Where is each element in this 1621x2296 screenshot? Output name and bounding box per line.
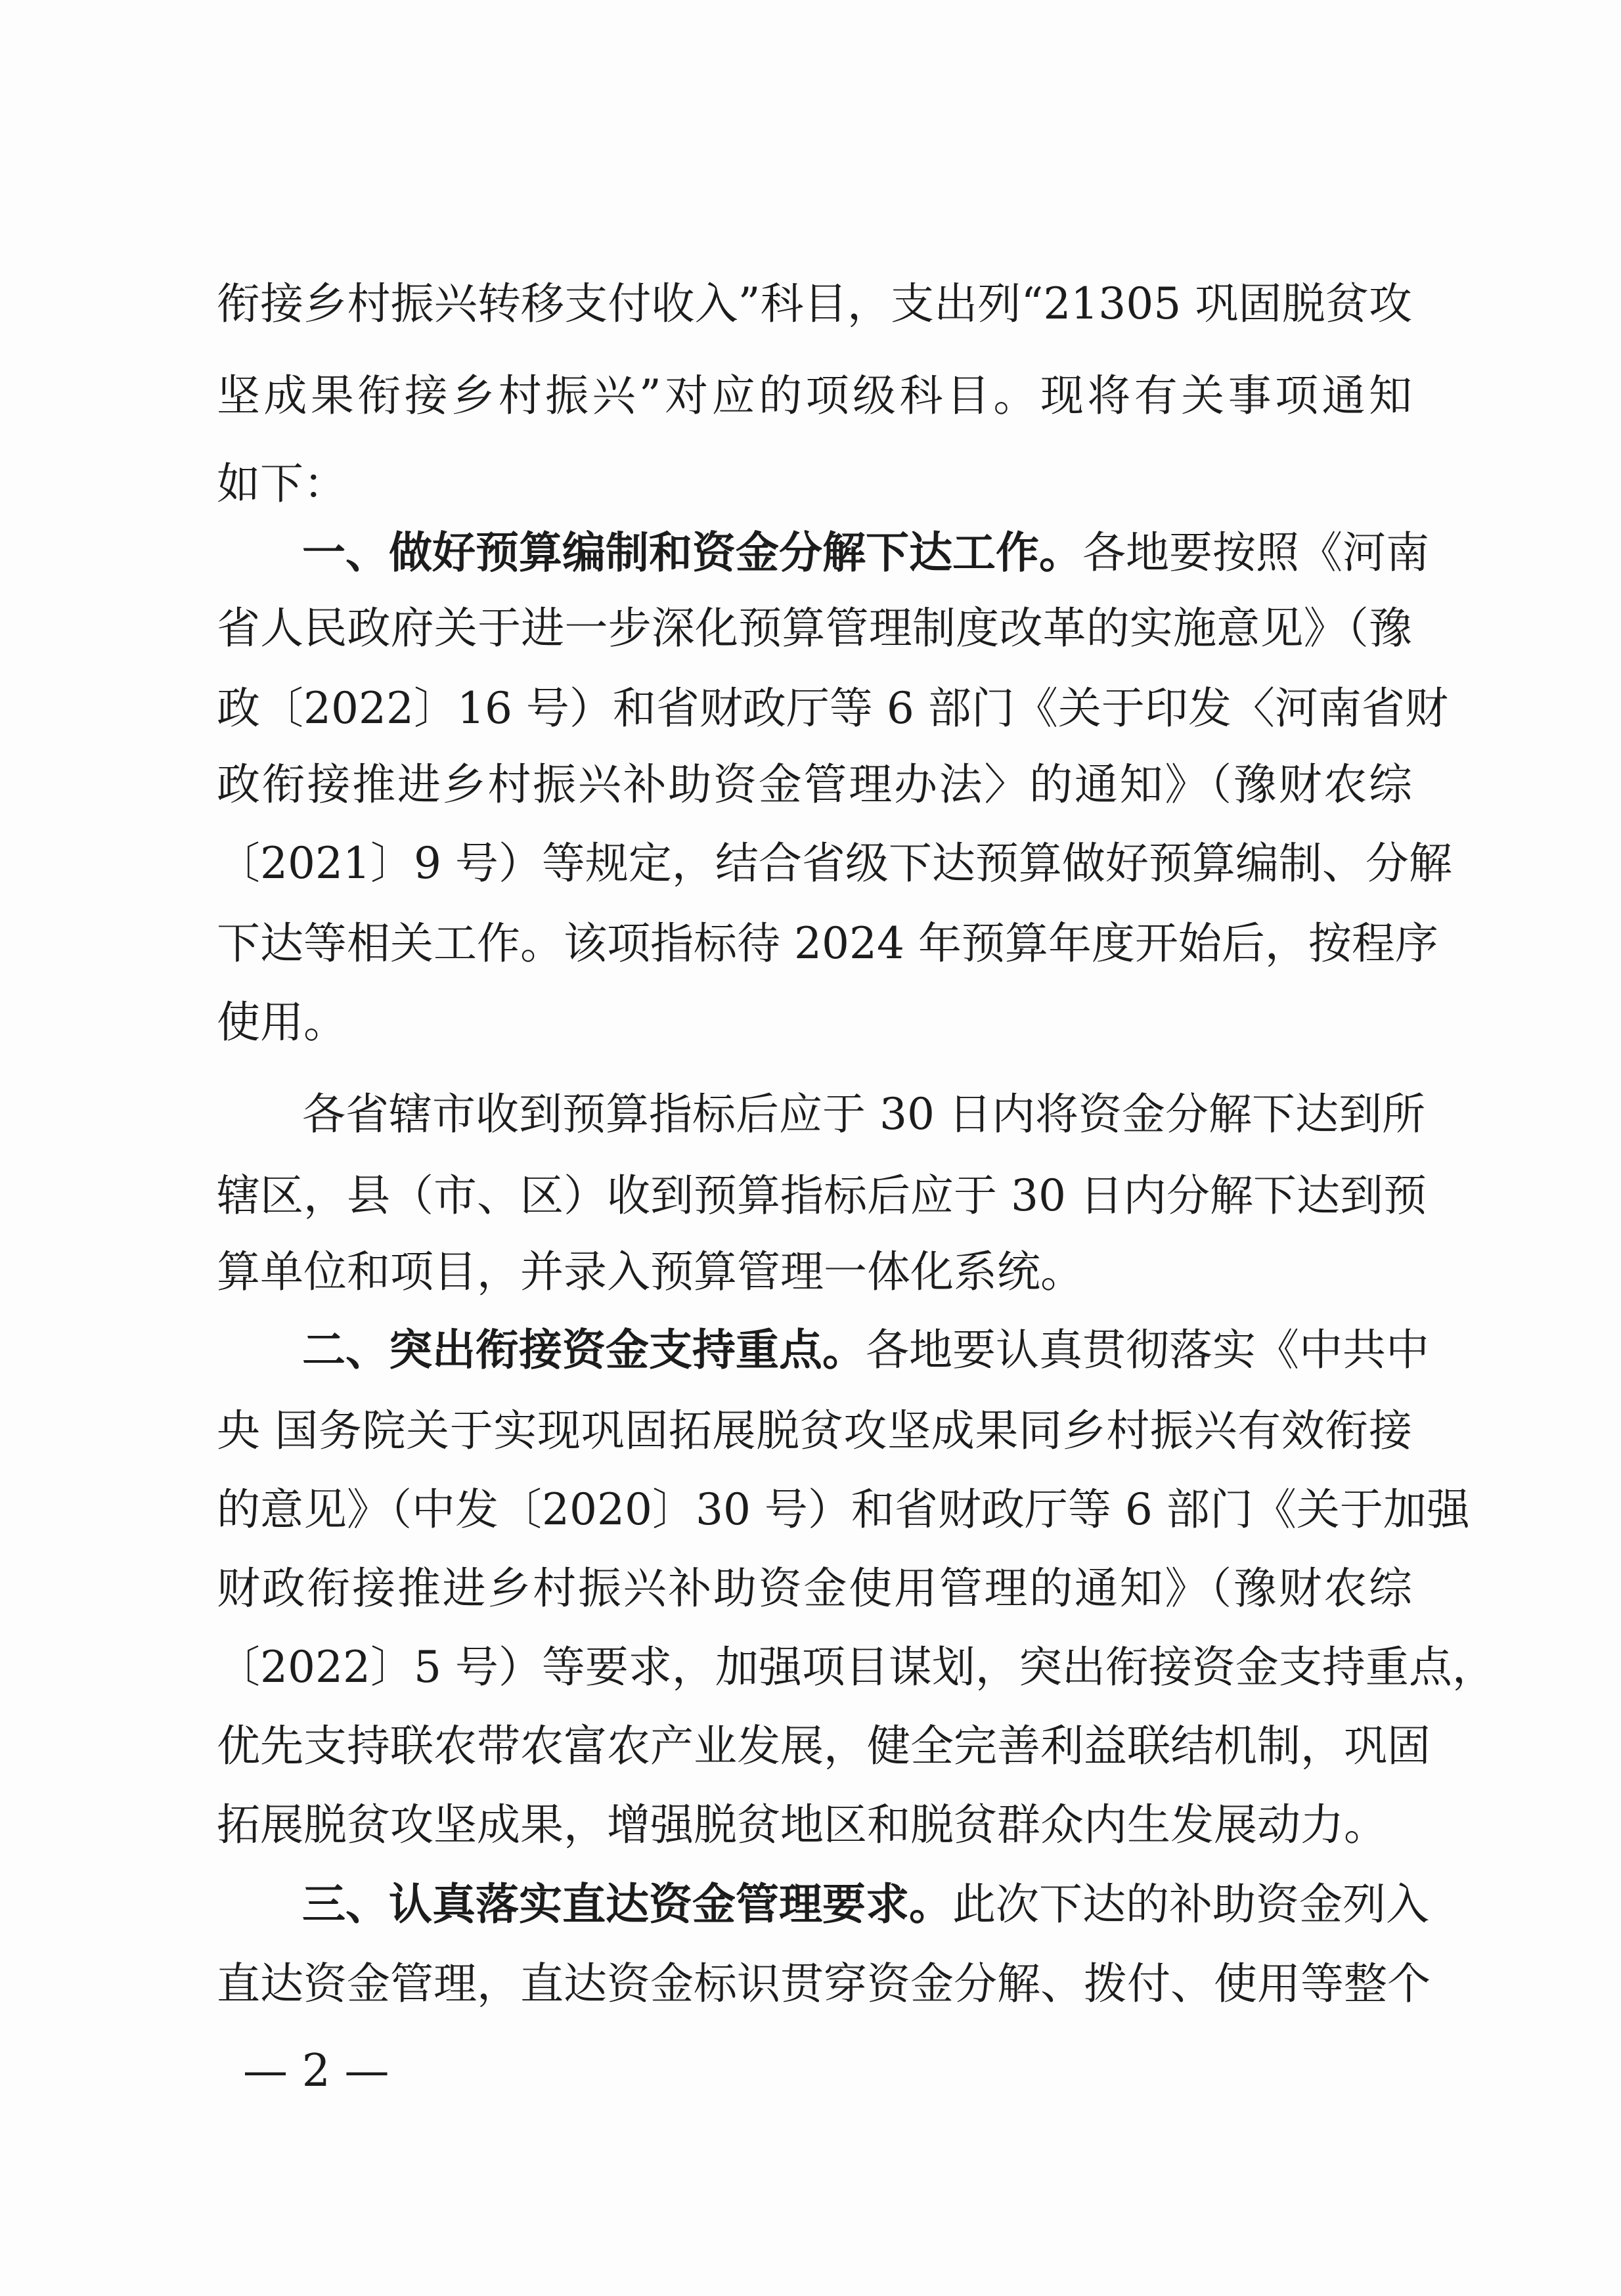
body-line: 下达等相关工作。该项指标待 2024 年预算年度开始后，按程序 <box>217 918 1438 969</box>
section-three-line <box>302 1878 1429 1930</box>
body-line: 〔2022〕5 号）等要求，加强项目谋划，突出衔接资金支持重点， <box>217 1642 1496 1692</box>
body-line: 的意见》（中发〔2020〕30 号）和省财政厅等 6 部门《关于加强 <box>217 1484 1470 1535</box>
section-one-line <box>302 527 1429 578</box>
body-line: 政衔接推进乡村振兴补助资金管理办法〉的通知》（豫财农综 <box>217 759 1412 810</box>
body-line: 拓展脱贫攻坚成果，增强脱贫地区和脱贫群众内生发展动力。 <box>217 1799 1387 1850</box>
page-number: — 2 — <box>243 2045 389 2097</box>
body-line: 坚成果衔接乡村振兴”对应的项级科目。现将有关事项通知 <box>217 370 1412 421</box>
body-line: 央 国务院关于实现巩固拓展脱贫攻坚成果同乡村振兴有效衔接 <box>217 1405 1412 1456</box>
body-line: 衔接乡村振兴转移支付收入”科目，支出列“21305 巩固脱贫攻 <box>217 278 1412 329</box>
section-two-line <box>302 1324 1429 1375</box>
body-line: 使用。 <box>217 997 347 1048</box>
body-line: 政〔2022〕16 号）和省财政厅等 6 部门《关于印发〈河南省财 <box>217 683 1448 734</box>
section-three-text: 此次下达的补助资金列入 <box>952 1879 1429 1930</box>
section-two-text: 各地要认真贯彻落实《中共中 <box>866 1325 1429 1375</box>
section-three-heading: 三、认真落实直达资金管理要求。 <box>302 1878 952 1930</box>
section-one-text: 各地要按照《河南 <box>1082 527 1429 578</box>
section-two-heading: 二、突出衔接资金支持重点。 <box>302 1324 866 1375</box>
body-line: 〔2021〕9 号）等规定，结合省级下达预算做好预算编制、分解 <box>217 838 1452 889</box>
body-line: 省人民政府关于进一步深化预算管理制度改革的实施意见》（豫 <box>217 603 1412 653</box>
body-line: 如下： <box>217 458 347 509</box>
section-one-heading: 一、做好预算编制和资金分解下达工作。 <box>302 527 1082 578</box>
body-line: 算单位和项目，并录入预算管理一体化系统。 <box>217 1247 1084 1297</box>
body-line: 辖区，县（市、区）收到预算指标后应于 30 日内分解下达到预 <box>217 1170 1427 1221</box>
body-line: 优先支持联农带农富农产业发展，健全完善利益联结机制，巩固 <box>217 1721 1431 1771</box>
body-line: 直达资金管理，直达资金标识贯穿资金分解、拨付、使用等整个 <box>217 1958 1431 2009</box>
body-line: 各省辖市收到预算指标后应于 30 日内将资金分解下达到所 <box>302 1089 1425 1139</box>
body-line: 财政衔接推进乡村振兴补助资金使用管理的通知》（豫财农综 <box>217 1563 1412 1614</box>
